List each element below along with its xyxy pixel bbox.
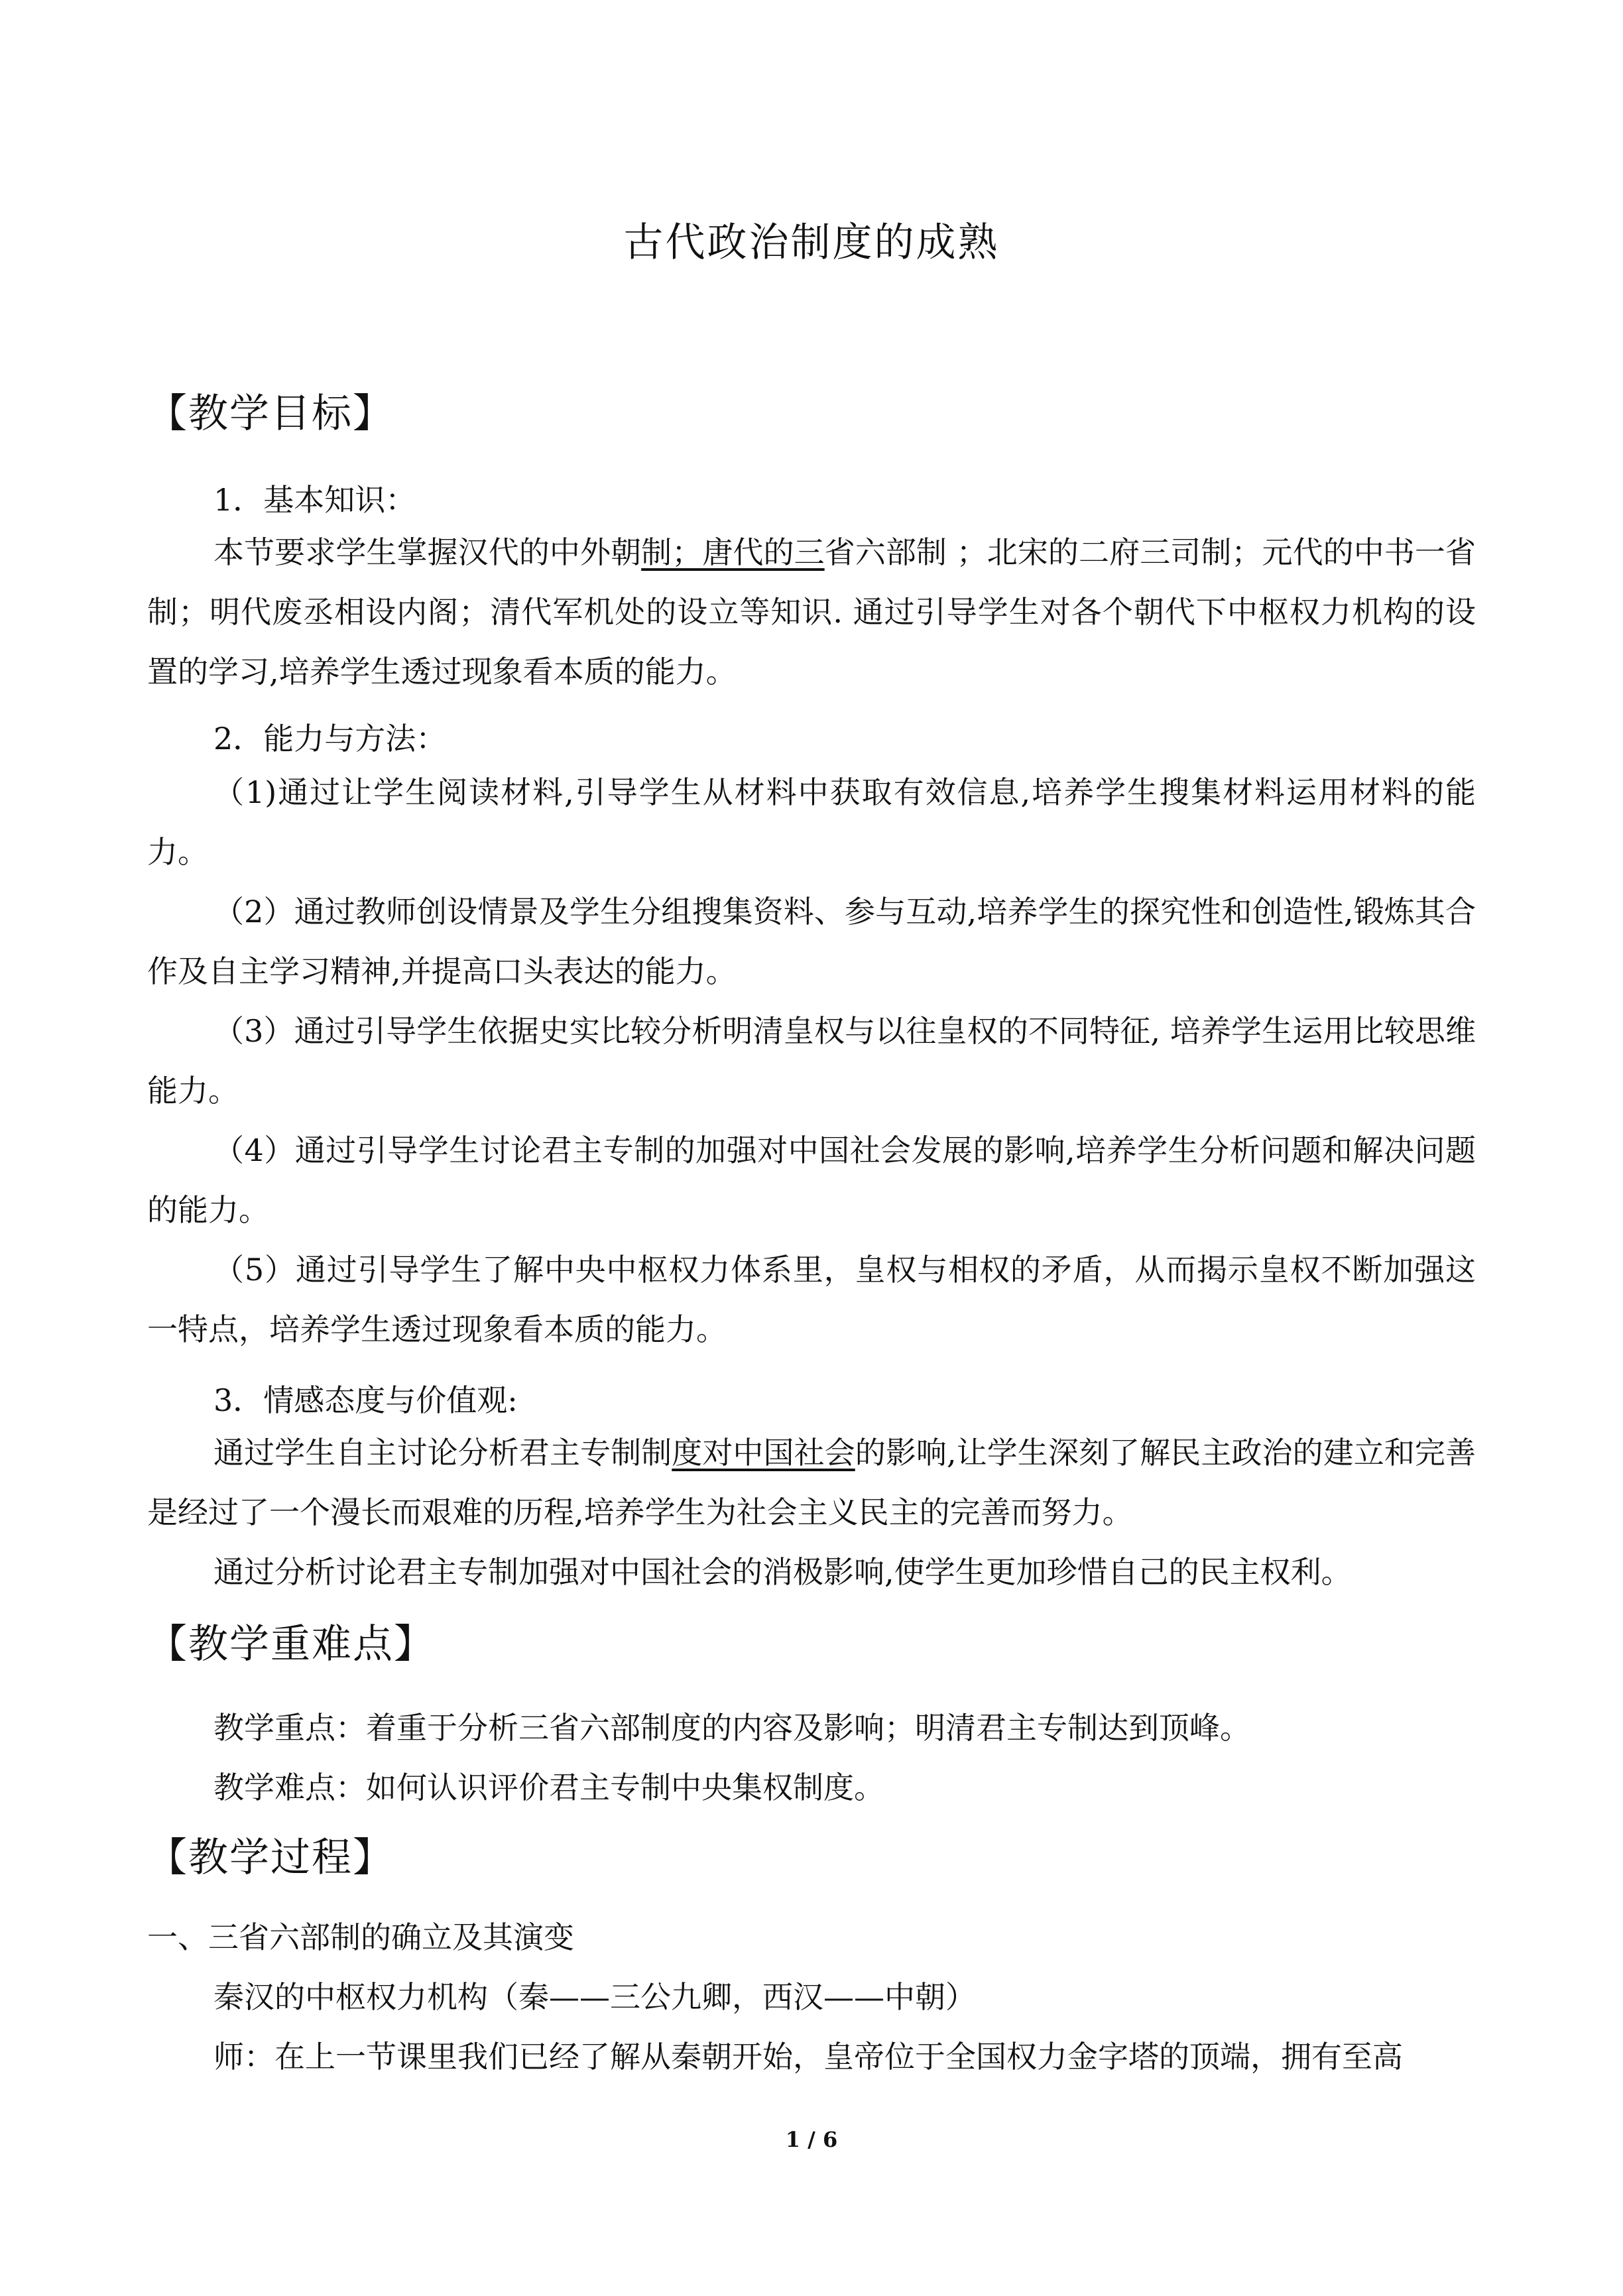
basic-knowledge-label: 1．基本知识： [213,482,416,518]
process-sub-1: 秦汉的中枢权力机构（秦——三公九卿，西汉——中朝） [213,1979,976,2015]
section-heading-process: 【教学过程】 [147,1835,394,1881]
ability-label: 2．能力与方法： [213,721,447,756]
values-text-a: 通过学生自主讨论分析君主专制制 [213,1435,672,1471]
section-heading-goals: 【教学目标】 [147,391,394,437]
ability-item-3: （3）通过引导学生依据史实比较分析明清皇权与以往皇权的不同特征, 培养学生运用比较思维能力。 [147,1013,1476,1109]
ability-item-5: （5）通过引导学生了解中央中枢权力体系里，皇权与相权的矛盾，从而揭示皇权不断加强这一特点，培养学生透过现象看本质的能力。 [147,1252,1476,1347]
values-text-b: 的影响,让学生深刻了解民主政治的建立和完善是经过了一个漫长而艰难的历程,培养学生为社会主义民主的完善而努力。 [147,1435,1476,1530]
process-part-1: 一、三省六部制的确立及其演变 [147,1919,574,1955]
values-text-underlined: 度对中国社会 [672,1435,855,1471]
document-title: 古代政治制度的成熟 [623,219,1000,266]
process-teacher-line: 师：在上一节课里我们已经了解从秦朝开始，皇帝位于全国权力金字塔的顶端，拥有至高 [213,2039,1403,2075]
ability-item-1: （1)通过让学生阅读材料,引导学生从材料中获取有效信息,培养学生搜集材料运用材料的能力。 [147,774,1476,870]
values-label: 3．情感态度与价值观: [213,1382,518,1418]
basic-text-b: 省六部制 ；北宋的二府三司制；元代的中书一省制；明代废丞相设内阁；清代军机处的设立等知识. 通过引导学生对各个朝代下中枢权力机构的设置的学习,培养学生透过现象看本质的能力。 [147,534,1476,690]
section-heading-key-points: 【教学重难点】 [147,1621,435,1667]
basic-knowledge-paragraph [147,522,1476,701]
teaching-difficulty: 教学难点：如何认识评价君主专制中央集权制度。 [213,1770,884,1805]
basic-text-a: 本节要求学生掌握汉代的中外朝 [213,534,642,570]
values-paragraph-1 [147,1423,1476,1542]
ability-item-4: （4）通过引导学生讨论君主专制的加强对中国社会发展的影响,培养学生分析问题和解决问题的能力。 [147,1132,1476,1228]
teaching-focus: 教学重点：着重于分析三省六部制度的内容及影响；明清君主专制达到顶峰。 [213,1710,1250,1746]
ability-item-2: （2）通过教师创设情景及学生分组搜集资料、参与互动,培养学生的探究性和创造性,锻炼其合作及自主学习精神,并提高口头表达的能力。 [147,894,1476,989]
basic-text-underlined: 制；唐代的三 [641,534,825,570]
page-number: 1 / 6 [785,2127,838,2152]
values-paragraph-2: 通过分析讨论君主专制加强对中国社会的消极影响,使学生更加珍惜自己的民主权利。 [213,1554,1352,1590]
